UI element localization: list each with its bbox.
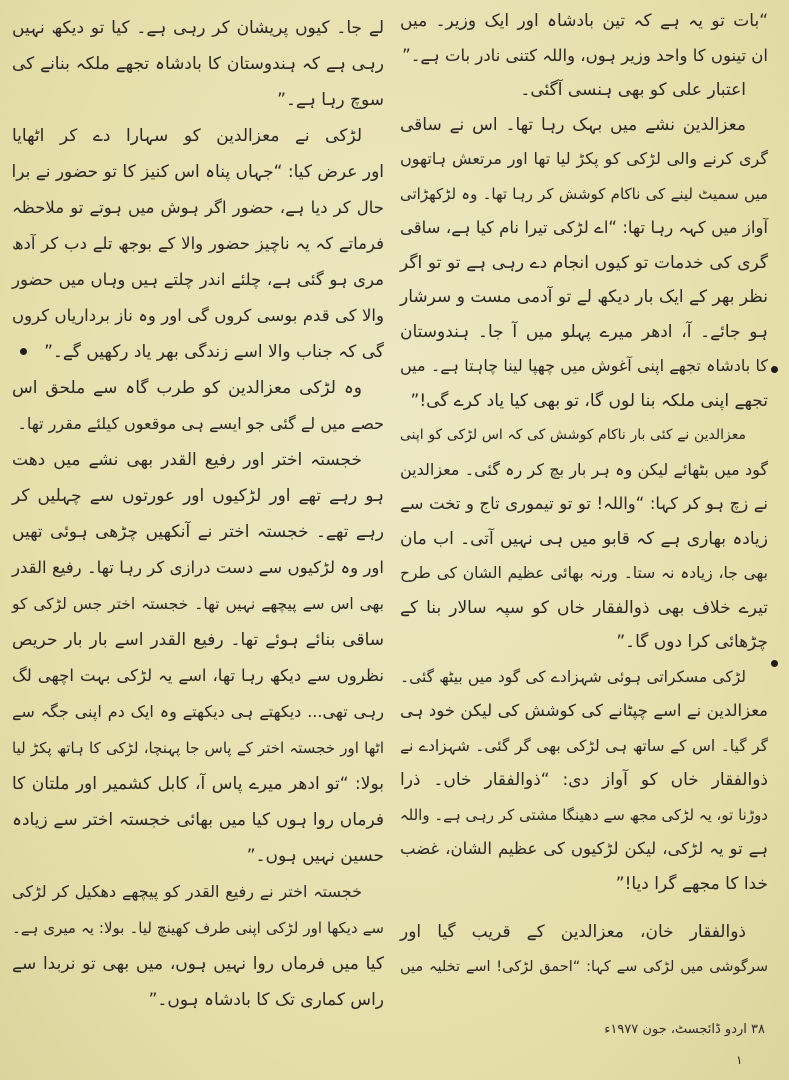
paragraph <box>12 442 384 874</box>
text-line: آواز میں کہہ رہا تھا: “اے لڑکی تیرا نام کیا ہے، ساقی <box>400 218 768 237</box>
text-line: اور وہ لڑکیوں سے دست درازی کر رہا تھا۔ رفیع القدر <box>12 558 384 577</box>
text-line: نظروں سے دیکھ رہا تھا، اسے یہ لڑکی بہت اچھی لگ <box>12 666 384 685</box>
page-footer: ۳۸ اردو ڈائجسٹ، جون ۱۹۷۷ء <box>604 1022 765 1037</box>
text-line: “بات تو یہ ہے کہ تین بادشاہ اور ایک وزیر۔ میں <box>400 11 768 31</box>
text-line: نظر بھر کے ایک بار دیکھ لے تو آدمی مست و سرشار <box>400 287 768 307</box>
text-line: ذوالفقار خان، معزالدین کے قریب گیا اور <box>400 922 746 942</box>
paragraph <box>12 370 384 442</box>
text-line: زیادہ بھاری ہے کہ قابو میں ہی نہیں آتی۔ اب مان <box>400 528 768 549</box>
text-line: ان تینوں کا واحد وزیر ہوں، واللہ کتنی نادر بات ہے۔” <box>402 45 768 65</box>
text-line: معزالدین نشے میں بہک رہا تھا۔ اس نے ساقی <box>400 114 746 135</box>
text-line: سے دیکھا اور لڑکی اپنی طرف کھینچ لیا۔ بولا: یہ میری ہے۔ <box>12 919 384 937</box>
text-line: خجستہ اختر اور رفیع القدر بھی نشے میں دھت <box>12 450 362 470</box>
text-line: فرماتے کہ یہ ناچیز حضور والا کے بوجھ تلے دب کر آدھ <box>12 234 384 253</box>
text-line: دوڑنا تو، یہ لڑکی مجھ سے دھینگا مشتی کر رہی ہے۔ واللہ <box>399 805 768 824</box>
text-line: سرگوشی میں لڑکی سے کہا: “احمق لڑکی! اسے تخلیہ میں <box>400 958 768 975</box>
paragraph <box>12 118 384 370</box>
text-line: لڑکی مسکراتی ہوئی شہزادے کی گود میں بیٹھ گئی۔ <box>400 667 746 686</box>
text-line: گود میں بٹھائے لیکن وہ ہر بار بچ کر رہ گئی۔ معزالدین <box>400 459 768 479</box>
text-line: بھی اس سے پیچھے نہیں تھا۔ خجستہ اختر جس لڑکی کو <box>12 595 384 613</box>
text-line: بھی جا، زیادہ نہ ستا۔ ورنہ بھائی عظیم الشان کی طرح <box>400 564 768 582</box>
paragraph <box>12 874 384 1018</box>
text-line: کا بادشاہ تجھے اپنی آغوش میں چھپا لینا چاہتا ہے۔ میں <box>400 356 768 375</box>
text-line: نے زچ ہو کر کہا: “واللہ! تو تو تیموری تاج و تخت سے <box>400 494 768 513</box>
text-line: فرماں روا ہوں کیا میں بھائی خجستہ اختر سے زیادہ <box>12 810 384 830</box>
text-line: بولا: “تو ادھر میرے پاس آ، کابل کشمیر اور ملتان کا <box>12 774 384 794</box>
text-line: حال کر دیا ہے، حضور اگر ہوش میں ہوتے تو ملاحظہ <box>12 198 384 217</box>
text-line: لے جا۔ کیوں پریشان کر رہی ہے۔ کیا تو دیکھ نہیں <box>12 18 384 38</box>
paragraph <box>12 10 384 118</box>
text-line: میں سمیٹ لینے کی ناکام کوشش کر رہا تھا۔ وہ لڑکھڑاتی <box>400 184 768 203</box>
text-line: ہے تو یہ لڑکی، لیکن لڑکیوں کی عظیم الشان، غضب <box>400 839 768 858</box>
text-line: حصے میں لے گئی جو ایسے ہی موقعوں کیلئے مقرر تھا۔ <box>17 414 384 433</box>
text-line: رہے تھے۔ خجستہ اختر نے آنکھیں چڑھی ہوئی تھیں <box>12 522 384 542</box>
text-line: حسین نہیں ہوں۔” <box>246 846 384 866</box>
text-line: کیا میں فرماں روا نہیں ہوں، میں بھی تو نربدا سے <box>12 954 384 974</box>
text-line: مری ہو گئی ہے، چلئے اندر چلتے ہیں وہاں میں حضور <box>12 270 384 289</box>
text-line: اعتبار علی کو بھی ہنسی آگئی۔ <box>520 80 746 100</box>
paragraph <box>400 915 768 984</box>
text-line: راس کماری تک کا بادشاہ ہوں۔” <box>148 990 384 1010</box>
text-line: گر گیا۔ اس کے ساتھ ہی لڑکی بھی گر گئی۔ شہزادے نے <box>400 736 768 755</box>
text-line: خدا کا مجھے گرا دیا!” <box>615 873 768 894</box>
paragraph <box>400 4 768 73</box>
text-line: رہی تھی... دیکھتے ہی دیکھتے وہ ایک دم اپنی جگہ سے <box>12 702 384 721</box>
text-line: لڑکی نے معزالدین کو سہارا دے کر اٹھایا <box>12 126 362 146</box>
margin-bullet-dot <box>771 660 778 667</box>
left-column <box>12 10 384 1018</box>
text-line: اور عرض کیا: “جہاں پناہ اس کنیز کا تو حضور نے برا <box>11 162 384 182</box>
text-line: گری کرنے والی لڑکی کو پکڑ لیا تھا اور مرتعش ہاتھوں <box>400 149 768 168</box>
text-line: ذوالفقار خاں کو آواز دی: “ذوالفقار خاں۔ ذرا <box>400 770 768 790</box>
text-line: وہ لڑکی معزالدین کو طرب گاہ سے ملحق اس <box>12 378 362 398</box>
text-line: خجستہ اختر نے رفیع القدر کو پیچھے دھکیل کر لڑکی <box>12 882 362 901</box>
text-line: تجھے اپنی ملکہ بنا لوں گا، تو بھی کیا یاد کرے گی!” <box>410 390 768 411</box>
margin-bullet-dot <box>771 366 778 373</box>
margin-bullet-dot <box>20 348 27 355</box>
page-mark: ۱ <box>736 1053 743 1067</box>
text-line: گی کہ جناب والا اسے زندگی بھر یاد رکھیں گے۔” <box>44 342 384 362</box>
text-line: ہو جائے۔ آ، ادھر میرے پہلو میں آ جا۔ ہندوستان <box>400 321 768 342</box>
text-line: تیرے خلاف بھی ذوالفقار خاں کو سپہ سالار بنا کے <box>400 597 768 618</box>
text-line: چڑھائی کرا دوں گا۔” <box>616 632 768 652</box>
text-line: ساقی بنائے ہوئے تھا۔ رفیع القدر اسے بار بار حریص <box>12 630 384 650</box>
text-line: والا کی قدم بوسی کروں گی اور وہ ناز برداریاں کروں <box>12 306 384 325</box>
text-line: معزالدین نے اسے چپٹانے کی کوشش کی لیکن خود ہی <box>400 701 768 720</box>
text-line: ہو رہے تھے اور لڑکیوں اور عورتوں سے چہلیں کر <box>12 486 384 506</box>
paragraph <box>400 660 768 902</box>
text-line: اٹھا اور خجستہ اختر کے پاس جا پہنچا، لڑکی کا ہاتھ پکڑ لیا <box>12 739 384 757</box>
paragraph <box>400 108 768 419</box>
text-line: رہی ہے کہ ہندوستان کا بادشاہ تجھے ملکہ بنانے کی <box>12 54 384 74</box>
right-column <box>400 4 768 984</box>
text-line: سوچ رہا ہے۔” <box>277 90 384 110</box>
paragraph <box>400 73 768 108</box>
text-line: گری کی خدمات تو کیوں انجام دے رہی ہے تو تو اگر <box>400 252 768 273</box>
paragraph <box>400 418 768 660</box>
text-line: معزالدین نے کئی بار ناکام کوشش کی کہ اس لڑکی کو اپنی <box>400 427 746 443</box>
